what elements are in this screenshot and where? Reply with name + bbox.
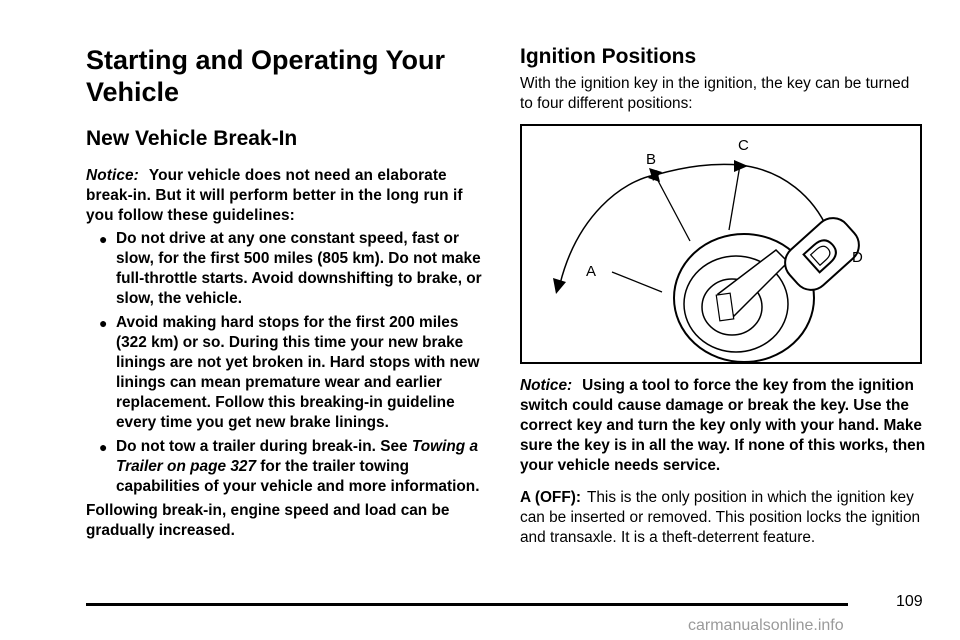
- followup-paragraph: Following break-in, engine speed and load can be gradually increased.: [86, 502, 450, 539]
- right-column: [520, 44, 926, 548]
- list-item: [99, 437, 490, 497]
- bullet-icon: ●: [99, 231, 108, 247]
- label-b: B: [646, 151, 657, 168]
- arc-b-c: [655, 164, 740, 175]
- label-c: C: [738, 137, 749, 154]
- notice-label: Notice:: [86, 167, 139, 184]
- page-number: 109: [896, 593, 923, 610]
- footer-rule: [86, 603, 848, 606]
- notice-text: Your vehicle does not need an elaborate break-in. But it will perform better in the long run if you follow these guidelines:: [86, 167, 463, 224]
- bullet-icon: ●: [99, 315, 108, 331]
- position-a-term: A (OFF):: [520, 489, 581, 506]
- list-item: [99, 229, 490, 309]
- label-d: D: [852, 249, 863, 266]
- ignition-intro: With the ignition key in the ignition, the key can be turned to four different positions:: [520, 75, 910, 112]
- section-heading-break-in: New Vehicle Break-In: [86, 127, 298, 150]
- notice-text: Using a tool to force the key from the ignition switch could cause damage or break the key. Use the correct key and turn the key only with your hand. Make sure the key is in all the way. If none of this works, then your vehicle needs service.: [520, 377, 926, 474]
- notice-ignition: [520, 376, 926, 476]
- page-title: Starting and Operating Your Vehicle: [86, 45, 446, 107]
- bullet-text-before: Do not tow a trailer during break-in. See: [116, 438, 412, 455]
- label-a: A: [586, 263, 597, 280]
- list-item: [99, 313, 490, 433]
- arc-a-b: [560, 175, 655, 284]
- bullet-text: Do not drive at any one constant speed, fast or slow, for the first 500 miles (805 km). Do not make full-throttle starts. Avoid downshifting to brake, or slow, the vehicle.: [116, 230, 482, 307]
- arrowhead-a: [553, 278, 566, 294]
- bullet-text-after: for the trailer towing capabilities of your vehicle and more information.: [116, 458, 480, 495]
- left-column: [86, 44, 490, 541]
- notice-break-in: [86, 166, 490, 226]
- section-heading-ignition: Ignition Positions: [520, 45, 697, 68]
- guideline-list: [86, 229, 490, 497]
- watermark: carmanualsonline.info: [688, 617, 844, 634]
- notice-label: Notice:: [520, 377, 573, 394]
- bullet-text: Avoid making hard stops for the first 200 miles (322 km) or so. During this time your new brake linings are not yet broken in. Hard stops with new linings can mean premature wear and earlier replacement. Follow this breaking-in guideline every time you get new brake linings.: [116, 314, 480, 431]
- ignition-diagram: [520, 124, 922, 364]
- ignition-switch-illustration: [522, 126, 920, 362]
- cross-reference-link[interactable]: Towing a Trailer on page 327: [116, 438, 479, 475]
- arc-c-d: [740, 165, 828, 230]
- arrowhead-c: [734, 160, 748, 172]
- bullet-icon: ●: [99, 439, 108, 455]
- position-a-description: [520, 488, 926, 548]
- pointer-line-a: [612, 272, 662, 292]
- key-slot: [716, 293, 733, 321]
- position-a-text: This is the only position in which the ignition key can be inserted or removed. This position locks the ignition and transaxle. It is a theft-deterrent feature.: [520, 489, 921, 546]
- pointer-line-b: [655, 175, 690, 241]
- pointer-line-c: [729, 165, 740, 230]
